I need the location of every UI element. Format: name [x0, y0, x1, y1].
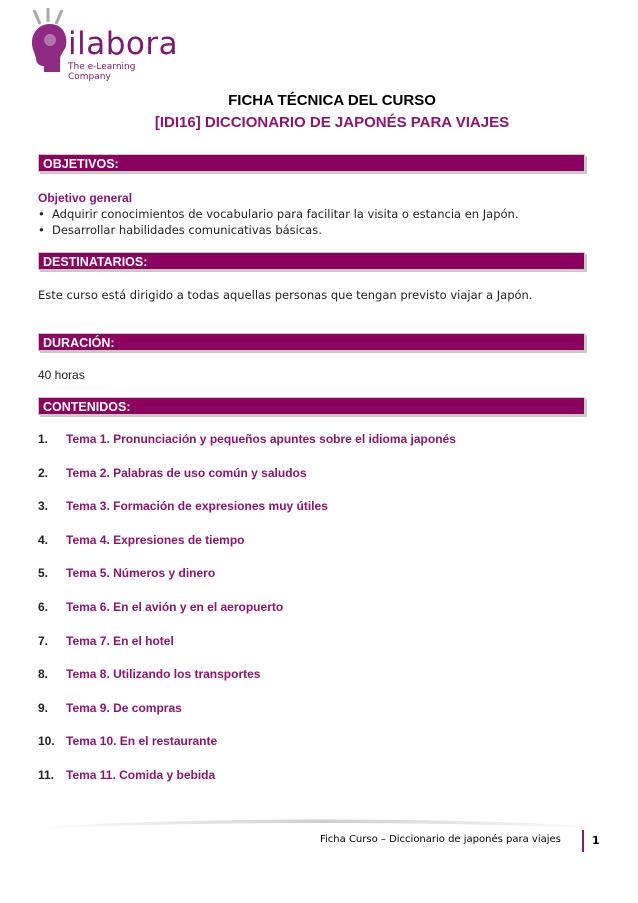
item-label: Tema 5. Números y dinero — [66, 566, 216, 581]
item-label: Tema 6. En el avión y en el aeropuerto — [66, 599, 284, 614]
footer-separator — [582, 830, 584, 852]
objetivos-section — [38, 191, 588, 237]
bullet-icon: • — [38, 223, 45, 237]
contenidos-header: CONTENIDOS: — [38, 397, 585, 415]
list-item — [38, 734, 588, 768]
item-label: Tema 9. De compras — [66, 700, 182, 715]
logo-tagline: The e-Learning Company — [68, 62, 136, 82]
list-item — [38, 566, 588, 600]
company-logo — [26, 8, 179, 82]
item-label: Tema 11. Comida y bebida — [66, 767, 216, 782]
list-item — [38, 499, 588, 533]
objetivos-subhead: Objetivo general — [38, 191, 133, 205]
objetivos-bullet — [38, 223, 588, 237]
item-number: 3. — [38, 499, 49, 514]
destinatarios-header: DESTINATARIOS: — [38, 252, 585, 270]
item-label: Tema 2. Palabras de uso común y saludos — [66, 465, 307, 480]
objetivos-bullet — [38, 207, 588, 221]
list-item — [38, 701, 588, 735]
list-item — [38, 432, 588, 466]
document-title — [0, 92, 638, 131]
footer-swoosh — [40, 815, 606, 829]
list-item — [38, 768, 588, 802]
bullet-text: Adquirir conocimientos de vocabulario para facilitar la visita o estancia en Japón. — [52, 207, 519, 221]
page-number: 1 — [592, 834, 600, 847]
logo-wordmark: ilabora — [68, 26, 179, 62]
title-line-2: [IDI16] DICCIONARIO DE JAPONÉS PARA VIAJES — [154, 114, 510, 131]
footer-text: Ficha Curso – Diccionario de japonés para viajes — [320, 834, 561, 845]
item-number: 2. — [38, 465, 49, 480]
item-label: Tema 3. Formación de expresiones muy útiles — [66, 499, 328, 514]
item-number: 10. — [38, 734, 55, 749]
item-label: Tema 4. Expresiones de tiempo — [66, 532, 245, 547]
list-item — [38, 533, 588, 567]
list-item — [38, 667, 588, 701]
item-number: 6. — [38, 599, 49, 614]
item-number: 9. — [38, 700, 49, 715]
item-number: 5. — [38, 566, 49, 581]
contenidos-list — [38, 432, 588, 802]
logo-head-icon — [26, 8, 70, 78]
list-item — [38, 634, 588, 668]
list-item — [38, 466, 588, 500]
bullet-icon: • — [38, 207, 45, 221]
objetivos-header: OBJETIVOS: — [38, 154, 585, 172]
item-label: Tema 7. En el hotel — [66, 633, 174, 648]
item-label: Tema 8. Utilizando los transportes — [66, 667, 261, 682]
item-number: 8. — [38, 667, 49, 682]
title-line-1: FICHA TÉCNICA DEL CURSO — [228, 92, 436, 109]
bullet-text: Desarrollar habilidades comunicativas básicas. — [52, 223, 322, 237]
list-item — [38, 600, 588, 634]
item-number: 1. — [38, 432, 49, 446]
duracion-header: DURACIÓN: — [38, 333, 585, 351]
item-label: Tema 10. En el restaurante — [66, 734, 218, 749]
destinatarios-text: Este curso está dirigido a todas aquellas personas que tengan previsto viajar a Japón. — [38, 288, 533, 302]
duracion-text: 40 horas — [38, 368, 85, 382]
item-label: Tema 1. Pronunciación y pequeños apuntes sobre el idioma japonés — [66, 432, 456, 446]
item-number: 7. — [38, 633, 49, 648]
item-number: 4. — [38, 532, 49, 547]
item-number: 11. — [38, 767, 55, 782]
